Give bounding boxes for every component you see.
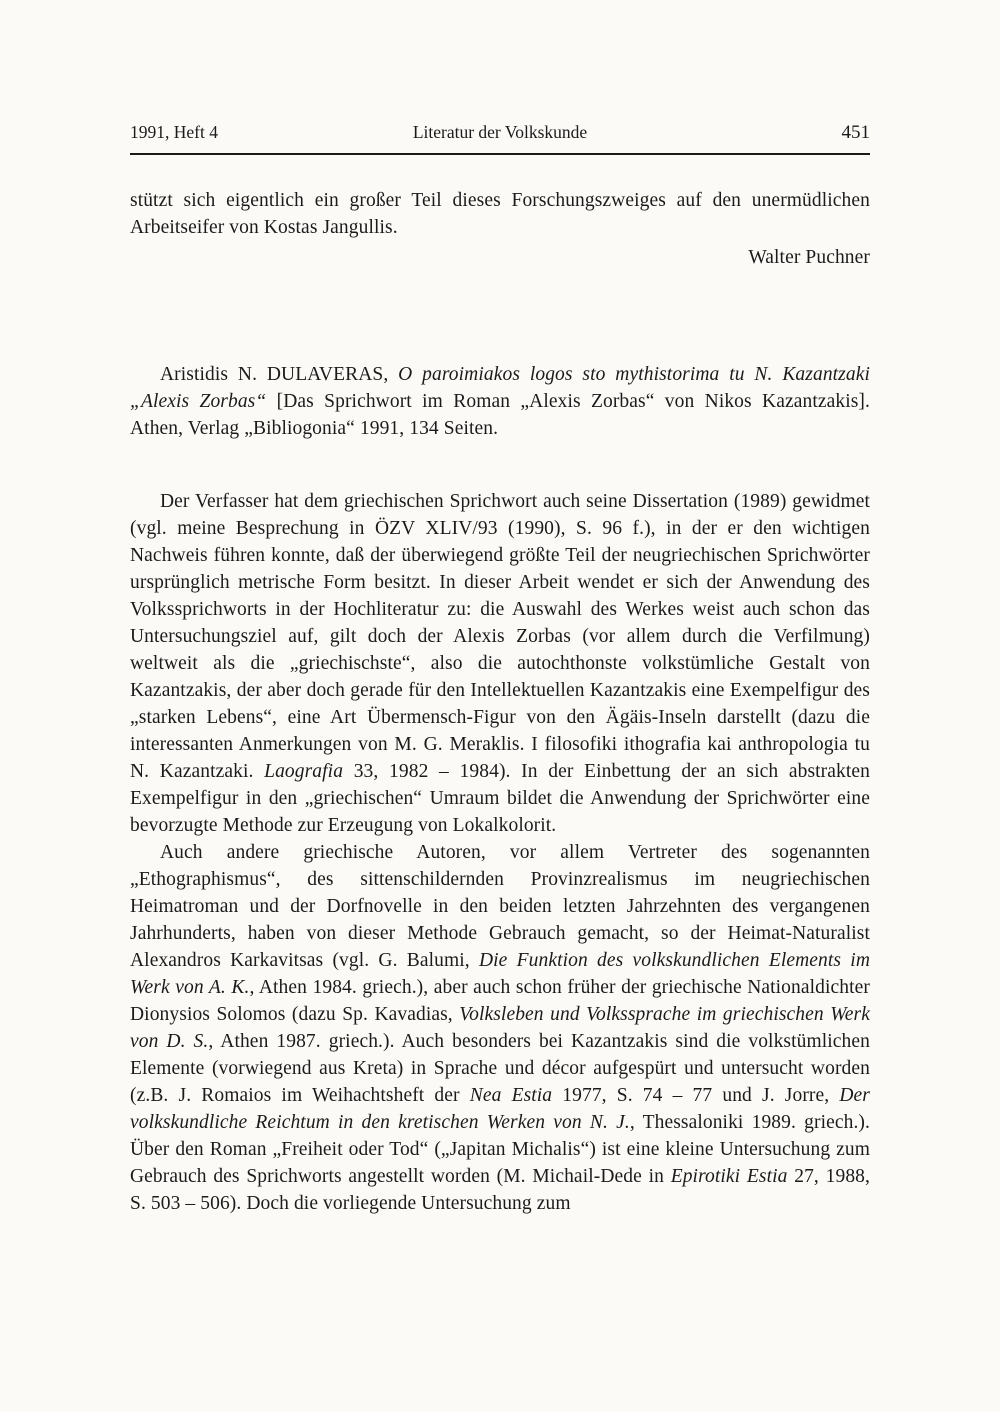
continuation-paragraph — [130, 187, 870, 241]
text-run: 1977, S. 74 – 77 und J. Jorre, — [552, 1085, 840, 1106]
page-number: 451 — [841, 122, 870, 143]
issue-label: 1991, Heft 4 — [130, 122, 218, 142]
text-run: 27, 1988, S. 503 – 506). Doch die vorliegende Untersuchung zum — [130, 1166, 870, 1214]
text-run: 33, 1982 – 1984). In der Einbettung der an sich abstrakten Exempelfigur in den „griechischen“ Umraum bildet die Anwendung der Sprichwörter eine bevorzugte Methode zur Erzeugung von Lokalkolorit. — [130, 761, 871, 836]
text-run: [Das Sprichwort im Roman „Alexis Zorbas“ von Nikos Kazantzakis]. Athen, Verlag „Bibliogonia“ 1991, 134 Seiten. — [130, 391, 870, 439]
citation-paragraph — [130, 361, 870, 442]
text-run: , Thessaloniki 1989. griech.). Über den Roman „Freiheit oder Tod“ („Japitan Michalis“) ist eine kleine Untersuchung zum Gebrauch des Sprichworts angestellt worden (M. Michail-Dede in — [130, 1112, 870, 1187]
italic-text-run: Volksleben und Volkssprache im griechischen Werk von D. S. — [130, 1004, 870, 1052]
body-paragraph — [130, 488, 870, 839]
text-run: Auch andere griechische Autoren, vor allem Vertreter des sogenannten „Ethographismus“, des sittenschildernden Provinzrealismus im neugriechischen Heimatroman und der Dorfnovelle in den beiden letzten Jahrzehnten des vergangenen Jahrhunderts, haben von dieser Methode Gebrauch gemacht, so der Heimat-Naturalist Alexandros Karkavitsas (vgl. G. Balumi, — [130, 842, 870, 971]
italic-text-run: Der volkskundliche Reichtum in den kretischen Werken von N. J. — [130, 1085, 870, 1133]
text-run: Walter Puchner — [748, 247, 870, 268]
section-title: Literatur der Volkskunde — [412, 122, 588, 142]
author-signature — [130, 244, 870, 271]
italic-text-run: O paroimiakos logos sto mythistorima tu N. Kazantzaki „Alexis Zorbas“ — [130, 364, 870, 412]
text-block — [130, 187, 870, 1217]
text-run: stützt sich eigentlich ein großer Teil dieses Forschungszweiges auf den unermüdlichen Arbeitseifer von Kostas Jangullis. — [130, 190, 870, 238]
italic-text-run: Die Funktion des volkskundlichen Elements im Werk von A. K. — [130, 950, 870, 998]
body-paragraph — [130, 839, 870, 1217]
italic-text-run: Nea Estia — [469, 1085, 553, 1106]
running-header — [130, 122, 870, 155]
italic-text-run: Laografia — [264, 761, 344, 782]
text-run: , Athen 1984. griech.), aber auch schon früher der griechische Nationaldichter Dionysios Solomos (dazu Sp. Kavadias, — [130, 977, 870, 1025]
text-run: Aristidis N. DULAVERAS, — [160, 364, 399, 385]
italic-text-run: Epirotiki Estia — [670, 1166, 788, 1187]
text-run: , Athen 1987. griech.). Auch besonders bei Kazantzakis sind die volkstümlichen Elemente (vorwiegend aus Kreta) in Sprache und décor aufgespürt und untersucht worden (z.B. J. Romaios im Weihachtsheft der — [130, 1031, 870, 1106]
text-run: Der Verfasser hat dem griechischen Sprichwort auch seine Dissertation (1989) gewidmet (vgl. meine Besprechung in ÖZV XLIV/93 (1990), S. 96 f.), in der er den wichtigen Nachweis führen konnte, daß der überwiegend größte Teil der neugriechischen Sprichwörter ursprünglich metrische Form besitzt. In dieser Arbeit wendet er sich der Anwendung des Volkssprichworts in der Hochliteratur zu: die Auswahl des Werkes weist auch schon das Untersuchungsziel auf, gilt doch der Alexis Zorbas (vor allem durch die Verfilmung) weltweit als die „griechischste“, also die autochthonste volkstümliche Gestalt von Kazantzakis, der aber doch gerade für den Intellektuellen Kazantzakis eine Exempelfigur des „starken Lebens“, eine Art Übermensch-Figur von den Ägäis-Inseln darstellt (dazu die interessanten Anmerkungen von M. G. Meraklis. I filosofiki ithografia kai anthropologia tu N. Kazantzaki. — [130, 491, 870, 782]
